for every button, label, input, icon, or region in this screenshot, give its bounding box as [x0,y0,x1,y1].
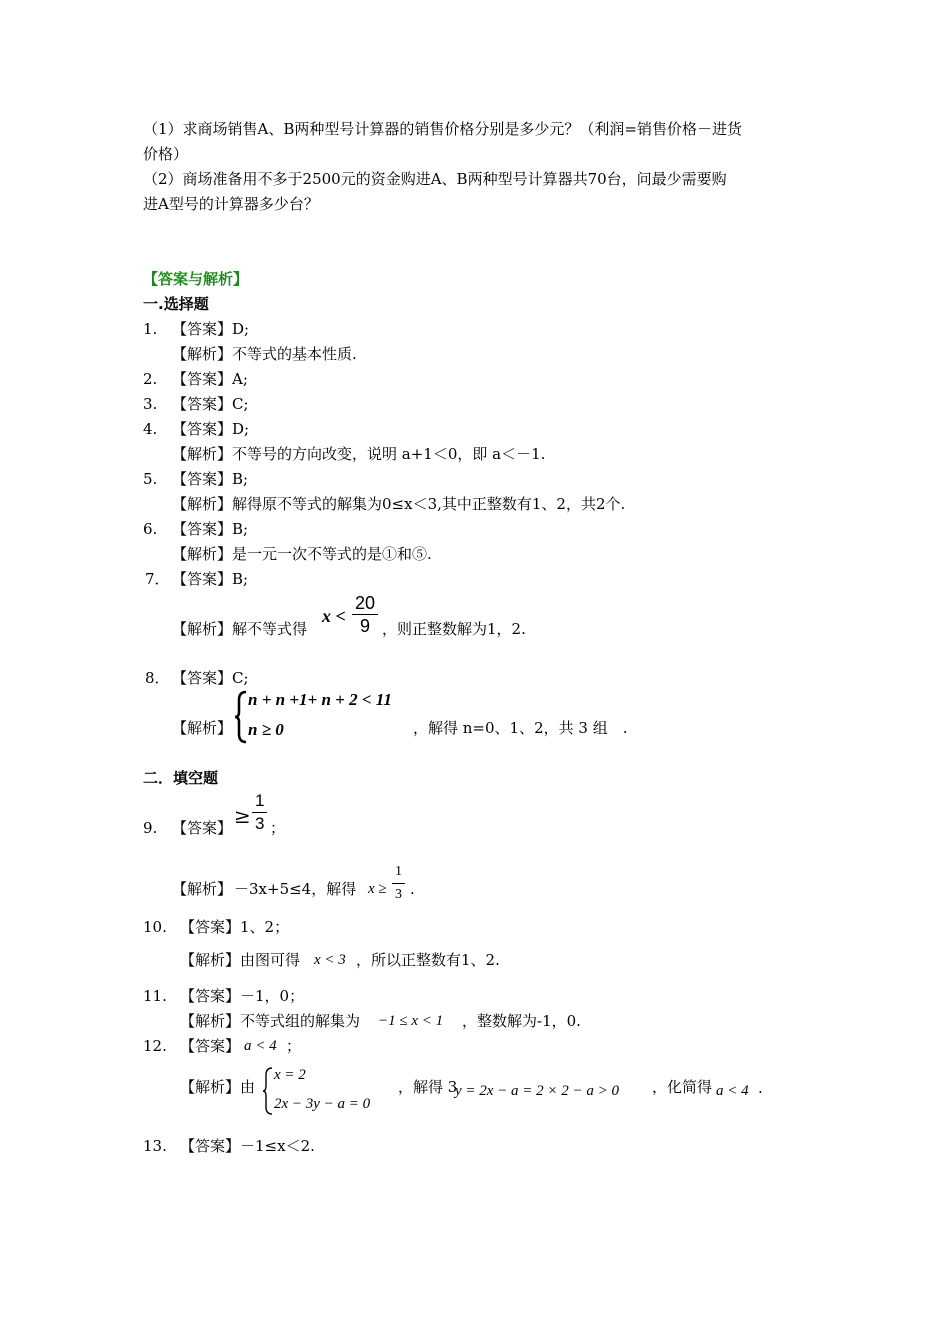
q8-number: 8． [145,669,170,687]
q10-explanation-prefix: 【解析】由图可得 [180,951,301,969]
q13-number: 13. [143,1137,167,1155]
q2-number: 2. [143,370,158,388]
problem-part2-line1: （2）商场准备用不多于2500元的资金购进A、B两种型号计算器共70台，问最少需要购 [143,170,727,188]
q6-explanation: 【解析】是一元一次不等式的是①和⑤. [172,545,432,563]
q10-number: 10. [143,918,167,936]
q7-fraction-numerator: 20 [352,592,378,615]
q7-explanation-suffix: ，则正整数解为1，2. [382,620,526,638]
q7-explanation-prefix: 【解析】解不等式得 [172,620,308,638]
q7-answer: 【答案】B; [172,570,249,588]
q10-explanation-suffix: ，所以正整数有1、2. [356,951,500,969]
q8-system-brace [234,690,248,744]
q9-answer-numerator: 1 [252,790,267,813]
q12-number: 12. [143,1037,167,1055]
q9-answer-fraction [252,790,267,835]
q9-explanation-numerator: 1 [392,861,405,884]
q4-answer: 【答案】D; [172,420,250,438]
q3-answer: 【答案】C; [172,395,249,413]
q9-number: 9. [143,819,158,837]
q9-explanation-denominator: 3 [395,887,402,902]
q12-explanation-mid: ，解得 3 [398,1078,458,1096]
q12-answer-prefix: 【答案】 [180,1037,241,1055]
q8-system-line1: n + n +1+ n + 2 < 11 [248,690,392,709]
q7-number: 7． [145,570,170,588]
q11-answer: 【答案】－1，0； [180,987,305,1005]
q9-explanation-fraction [392,861,405,906]
q9-explanation-dot: . [410,880,415,898]
q12-system-line1: x = 2 [274,1067,306,1083]
q12-explanation-math: y = 2x − a = 2 × 2 − a > 0 [455,1083,620,1099]
q12-answer-suffix: ； [286,1037,302,1055]
problem-part1-line1: （1）求商场销售A、B两种型号计算器的销售价格分别是多少元？（利润=销售价格－进货 [143,120,742,138]
q9-answer-suffix: ； [270,819,286,837]
q8-explanation-prefix: 【解析】 [172,719,233,737]
q7-inequality: x < [322,606,346,626]
q1-explanation: 【解析】不等式的基本性质. [172,345,357,363]
q5-number: 5. [143,470,158,488]
q12-explanation-prefix: 【解析】由 [180,1078,256,1096]
q9-explanation-variable: x ≥ [368,881,387,897]
section-title-fill: 二．填空题 [143,769,219,787]
q3-number: 3. [143,395,158,413]
q9-answer-symbol: ≥ [234,804,251,828]
q1-answer: 【答案】D; [172,320,250,338]
q8-explanation-suffix: ，解得 n=0、1、2，共 3 组 . [413,719,628,737]
q6-answer: 【答案】B; [172,520,249,538]
q10-answer: 【答案】1、2； [180,918,290,936]
q12-explanation-end: a < 4 [716,1083,749,1099]
q6-number: 6. [143,520,158,538]
q11-explanation-prefix: 【解析】不等式组的解集为 [180,1012,361,1030]
answer-heading: 【答案与解析】 [143,270,249,288]
q12-answer-math: a < 4 [244,1038,277,1054]
q7-fraction [352,592,378,637]
q8-system-line2: n ≥ 0 [248,720,284,739]
q10-explanation-math: x < 3 [314,952,346,968]
q5-answer: 【答案】B; [172,470,249,488]
q9-answer-denominator: 3 [255,814,265,833]
q11-explanation-suffix: ，整数解为-1，0. [462,1012,581,1030]
q4-number: 4. [143,420,158,438]
q2-answer: 【答案】A; [172,370,248,388]
q11-number: 11. [143,987,167,1005]
q12-system-line2: 2x − 3y − a = 0 [274,1096,371,1112]
q8-answer: 【答案】C; [172,669,249,687]
q7-fraction-denominator: 9 [360,616,371,636]
q5-explanation: 【解析】解得原不等式的解集为0≤x＜3,其中正整数有1、2，共2个. [172,495,626,513]
section-title-choice: 一.选择题 [143,295,209,313]
problem-part1-line2: 价格） [143,145,189,163]
q12-explanation-dot: . [758,1079,763,1097]
q1-number: 1. [143,320,158,338]
problem-part2-line2: 进A型号的计算器多少台？ [143,195,319,213]
q4-explanation: 【解析】不等号的方向改变，说明 a+1＜0，即 a＜－1. [172,445,546,463]
q9-explanation-prefix: 【解析】 [172,880,233,898]
q11-explanation-math: −1 ≤ x < 1 [378,1013,444,1029]
q12-explanation-mid2: ，化简得 [652,1078,713,1096]
q9-explanation-equation: －3x+5≤4，解得 [234,880,357,898]
q12-system-brace [262,1066,274,1116]
q13-answer: 【答案】－1≤x＜2. [180,1137,315,1155]
q9-answer-prefix: 【答案】 [172,819,233,837]
